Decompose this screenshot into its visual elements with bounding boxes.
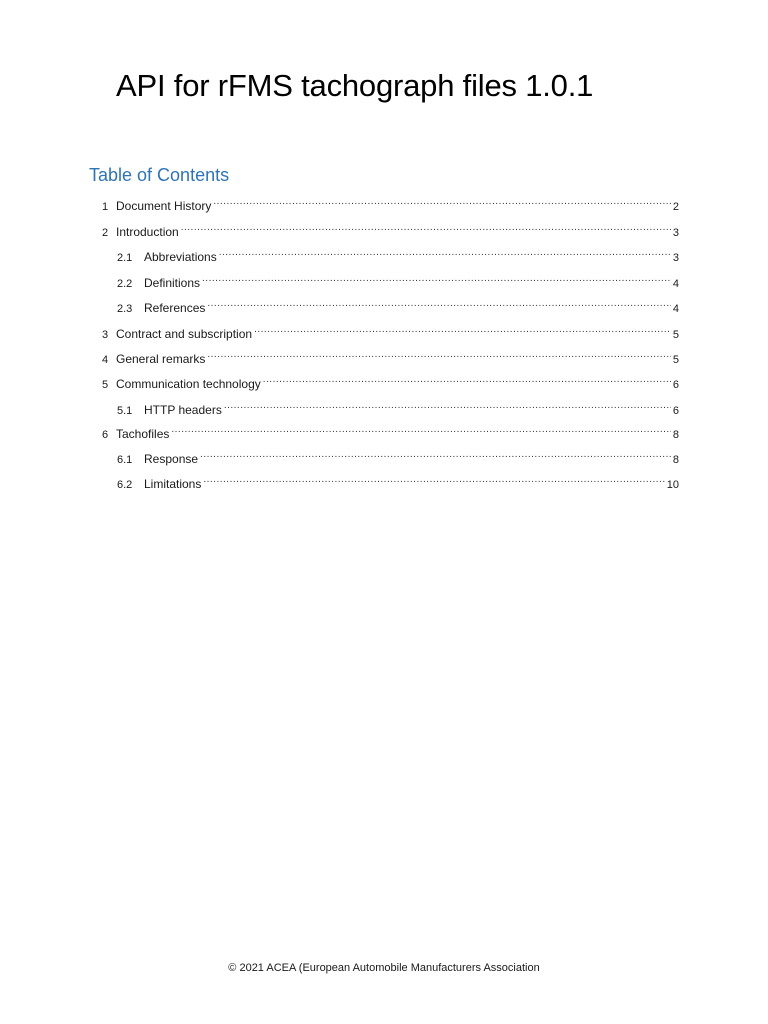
- toc-dot-leader: [207, 292, 671, 312]
- toc-entry-title: References: [144, 301, 206, 315]
- toc-entry-page: 4: [672, 303, 679, 315]
- toc-dot-leader: [213, 190, 671, 210]
- toc-dot-leader: [200, 443, 671, 463]
- toc-entry-communication-technology[interactable]: [102, 368, 679, 391]
- toc-entry-page: 3: [672, 227, 679, 239]
- toc-entry-title: Contract and subscription: [116, 327, 253, 341]
- toc-dot-leader: [171, 418, 671, 438]
- toc-entry-page: 8: [672, 454, 679, 466]
- toc-entry-page: 10: [666, 479, 679, 491]
- toc-entry-number: 6.1: [117, 454, 133, 466]
- toc-entry-title: Definitions: [144, 276, 201, 290]
- toc-dot-leader: [263, 368, 671, 388]
- toc-entry-title: Communication technology: [116, 377, 261, 391]
- toc-dot-leader: [202, 267, 671, 287]
- toc-entry-page: 6: [672, 405, 679, 417]
- toc-entry-title: Introduction: [116, 225, 179, 239]
- toc-entry-page: 3: [672, 252, 679, 264]
- toc-entry-title: HTTP headers: [144, 403, 222, 417]
- toc-entry-http-headers[interactable]: [117, 394, 679, 417]
- toc-entry-definitions[interactable]: [117, 267, 679, 290]
- toc-entry-page: 2: [672, 201, 679, 213]
- toc-dot-leader: [254, 318, 671, 338]
- toc-entry-page: 6: [672, 379, 679, 391]
- toc-entry-title: Abbreviations: [144, 250, 217, 264]
- toc-entry-number: 4: [102, 354, 109, 366]
- toc-entry-number: 3: [102, 329, 109, 341]
- toc-entry-page: 5: [672, 329, 679, 341]
- toc-entry-title: Document History: [116, 199, 212, 213]
- toc-dot-leader: [219, 241, 671, 261]
- toc-entry-number: 2.3: [117, 303, 133, 315]
- toc-dot-leader: [203, 468, 664, 488]
- copyright-footer: © 2021 ACEA (European Automobile Manufacturers Association: [228, 962, 540, 974]
- toc-entry-page: 8: [672, 429, 679, 441]
- toc-dot-leader: [181, 216, 671, 236]
- toc-entry-response[interactable]: [117, 443, 679, 466]
- toc-entry-general-remarks[interactable]: [102, 343, 679, 366]
- toc-entry-title: Tachofiles: [116, 427, 170, 441]
- toc-entry-limitations[interactable]: [117, 468, 679, 491]
- toc-entry-title: Response: [144, 452, 199, 466]
- toc-entry-number: 6: [102, 429, 109, 441]
- toc-entry-abbreviations[interactable]: [117, 241, 679, 264]
- document-title: API for rFMS tachograph files 1.0.1: [116, 68, 594, 103]
- toc-entry-introduction[interactable]: [102, 216, 679, 239]
- toc-heading: Table of Contents: [89, 165, 230, 185]
- toc-entry-number: 6.2: [117, 479, 133, 491]
- toc-entry-contract-and-subscription[interactable]: [102, 318, 679, 341]
- toc-entry-number: 2: [102, 227, 109, 239]
- toc-entry-references[interactable]: [117, 292, 679, 315]
- toc-dot-leader: [224, 394, 671, 414]
- toc-entry-number: 2.2: [117, 278, 133, 290]
- toc-dot-leader: [207, 343, 671, 363]
- toc-entry-title: General remarks: [116, 352, 206, 366]
- toc-entry-page: 4: [672, 278, 679, 290]
- toc-entry-number: 1: [102, 201, 109, 213]
- toc-entry-number: 5: [102, 379, 109, 391]
- toc-entry-document-history[interactable]: [102, 190, 679, 213]
- toc-entry-number: 2.1: [117, 252, 133, 264]
- toc-entry-page: 5: [672, 354, 679, 366]
- toc-entry-number: 5.1: [117, 405, 133, 417]
- toc-entry-tachofiles[interactable]: [102, 418, 679, 441]
- toc-entry-title: Limitations: [144, 477, 202, 491]
